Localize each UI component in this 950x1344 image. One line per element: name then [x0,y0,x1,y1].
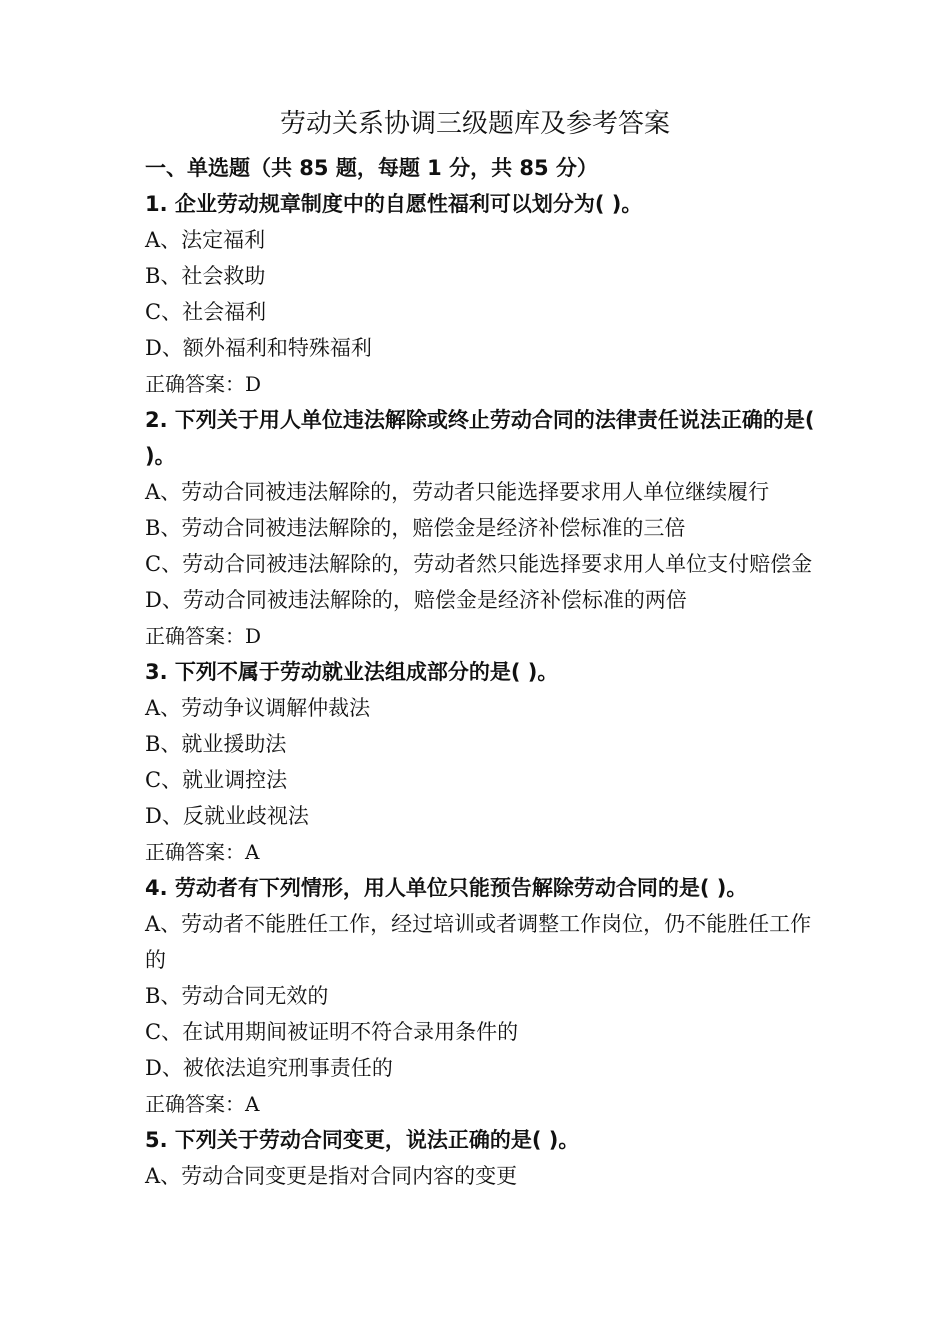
option-a: A、劳动合同变更是指对合同内容的变更 [145,1164,518,1188]
question-text: 2. 下列关于用人单位违法解除或终止劳动合同的法律责任说法正确的是( )。 [145,408,815,468]
option-c: C、劳动合同被违法解除的，劳动者然只能选择要求用人单位支付赔偿金 [145,552,813,576]
document-title: 劳动关系协调三级题库及参考答案 [279,109,670,139]
option-a: A、劳动争议调解仲裁法 [145,696,371,720]
option-c: C、就业调控法 [145,768,288,792]
option-d: D、反就业歧视法 [145,804,309,828]
question-text: 5. 下列关于劳动合同变更，说法正确的是( )。 [145,1128,580,1152]
question-block [145,402,815,654]
question-block [145,870,815,1122]
section-heading: 一、单选题（共 85 题，每题 1 分，共 85 分） [145,156,598,180]
question-block [145,186,815,402]
correct-answer: 正确答案：A [145,1092,260,1116]
option-b: B、劳动合同无效的 [145,984,329,1008]
option-b: B、劳动合同被违法解除的，赔偿金是经济补偿标准的三倍 [145,516,686,540]
correct-answer: 正确答案：D [145,372,262,396]
question-text: 4. 劳动者有下列情形，用人单位只能预告解除劳动合同的是( )。 [145,876,748,900]
correct-answer: 正确答案：D [145,624,262,648]
option-d: D、被依法追究刑事责任的 [145,1056,393,1080]
document-body [145,150,815,1194]
option-d: D、额外福利和特殊福利 [145,336,372,360]
option-a: A、法定福利 [145,228,266,252]
option-a: A、劳动者不能胜任工作，经过培训或者调整工作岗位，仍不能胜任工作的 [145,912,812,972]
correct-answer: 正确答案：A [145,840,260,864]
option-b: B、就业援助法 [145,732,287,756]
option-d: D、劳动合同被违法解除的，赔偿金是经济补偿标准的两倍 [145,588,687,612]
question-block [145,1122,815,1194]
option-a: A、劳动合同被违法解除的，劳动者只能选择要求用人单位继续履行 [145,480,770,504]
option-c: C、在试用期间被证明不符合录用条件的 [145,1020,519,1044]
option-c: C、社会福利 [145,300,267,324]
question-text: 1. 企业劳动规章制度中的自愿性福利可以划分为( )。 [145,192,643,216]
option-b: B、社会救助 [145,264,266,288]
question-text: 3. 下列不属于劳动就业法组成部分的是( )。 [145,660,559,684]
question-block [145,654,815,870]
